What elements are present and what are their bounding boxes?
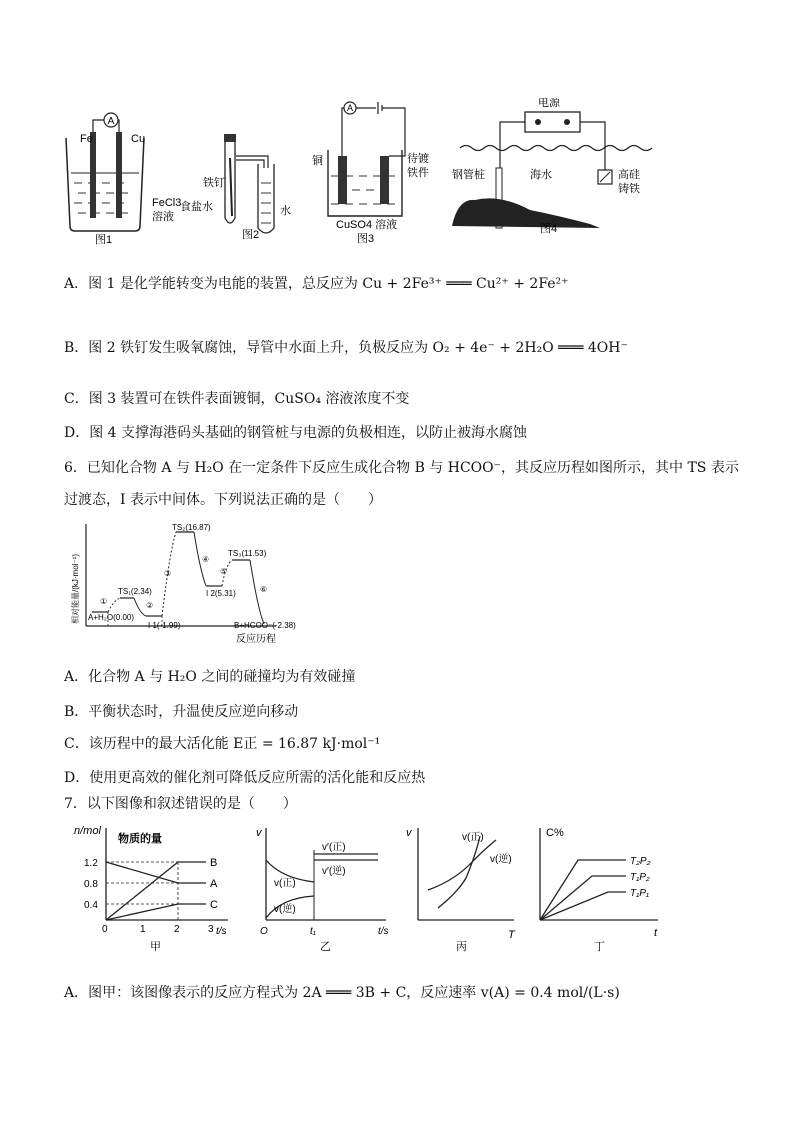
q6-option-a: A．化合物 A 与 H₂O 之间的碰撞均为有效碰撞 — [64, 669, 356, 685]
q5-option-b: B．图 2 铁钉发生吸氧腐蚀，导管中水面上升，负极反应为 O₂ + 4e⁻ + 2H₂O ═══ 4OH⁻ — [64, 340, 628, 356]
jia-xtick-0: 0 — [102, 924, 108, 935]
q6-end: B+HCOO⁻(-2.38) — [234, 621, 296, 630]
figure-4-harbor-pile — [452, 98, 652, 235]
q6-step4: ④ — [202, 555, 210, 564]
jia-ytick-3: 0.4 — [84, 900, 98, 911]
q6-stem-line1: 6．已知化合物 A 与 H₂O 在一定条件下反应生成化合物 B 与 HCOO⁻，其反应历程如图所示，其中 TS 表示 — [64, 460, 739, 476]
fig3-caption: 图3 — [357, 233, 375, 245]
yi-vrev-new: v′(逆) — [322, 866, 346, 877]
q6-energy-diagram — [66, 520, 326, 650]
jia-xtick-1: 1 — [140, 924, 146, 935]
q7-option-a: A．图甲：该图像表示的反应方程式为 2A ═══ 3B + C，反应速率 v(A) = 0.4 mol/(L·s) — [64, 985, 620, 1001]
bing-caption: 丙 — [456, 941, 467, 953]
q6-step6: ⑥ — [260, 585, 268, 594]
jia-ytick-1: 1.2 — [84, 858, 98, 869]
fig1-caption: 图1 — [95, 234, 113, 246]
fig4-alloy-2: 铸铁 — [618, 183, 640, 195]
q6-ylabel: 相对能量/(kJ·mol⁻¹) — [71, 554, 80, 624]
yi-t1: t₁ — [310, 926, 316, 937]
q5-option-d: D．图 4 支撑海港码头基础的钢管桩与电源的负极相连，以防止被海水腐蚀 — [64, 425, 528, 441]
jia-xlabel: t/s — [216, 926, 227, 937]
jia-ylabel: n/mol — [74, 825, 101, 837]
ding-xlabel: t — [654, 927, 658, 939]
fig2-water: 水 — [280, 205, 291, 217]
q6-ts1: TS₁(2.34) — [118, 587, 152, 596]
figure-2-oxygen-corrosion — [180, 134, 291, 241]
jia-caption: 甲 — [150, 941, 161, 953]
figure-1-galvanic-cell — [66, 113, 181, 246]
q6-step3: ③ — [164, 569, 172, 578]
q7-graph-ding — [540, 827, 658, 953]
jia-xtick-2: 2 — [174, 924, 180, 935]
jia-series-b: B — [210, 857, 218, 869]
fig4-caption: 图4 — [540, 223, 558, 235]
q6-option-b: B．平衡状态时，升温使反应逆向移动 — [64, 704, 299, 720]
q6-xlabel: 反应历程 — [236, 634, 276, 645]
q6-option-c: C．该历程中的最大活化能 E正 = 16.87 kJ·mol⁻¹ — [64, 736, 381, 752]
q7-graph-yi — [256, 827, 389, 953]
q6-i1: I 1(-1.99) — [148, 621, 181, 630]
q7-stem: 7．以下图像和叙述错误的是（ ） — [64, 796, 297, 812]
fig1-solution-1: FeCl3 — [152, 197, 182, 209]
bing-vfwd: v(正) — [462, 832, 484, 843]
q6-step1: ① — [100, 597, 108, 606]
ding-ylabel: C% — [546, 827, 564, 839]
ding-caption: 丁 — [594, 941, 605, 953]
yi-xlabel: t/s — [378, 926, 389, 937]
fig2-caption: 图2 — [242, 229, 260, 241]
jia-series-a: A — [210, 878, 218, 890]
q5-option-c: C．图 3 装置可在铁件表面镀铜，CuSO₄ 溶液浓度不变 — [64, 391, 410, 407]
figure-row-top — [60, 98, 660, 248]
bing-vrev: v(逆) — [490, 854, 512, 865]
fig3-solution: CuSO4 溶液 — [336, 219, 398, 231]
fig3-part-2: 铁件 — [407, 167, 429, 179]
bing-ylabel: v — [406, 827, 412, 839]
q6-ts2: TS₂(16.87) — [172, 523, 211, 532]
q5-option-a: A．图 1 是化学能转变为电能的装置，总反应为 Cu + 2Fe³⁺ ═══ Cu²⁺ + 2Fe²⁺ — [64, 276, 569, 292]
fig3-meter: A — [346, 103, 354, 113]
q7-graphs — [66, 820, 706, 960]
ding-series-1: T₂P₂ — [630, 856, 651, 867]
q6-start: A+H₂O(0.00) — [88, 613, 135, 622]
fig1-meter: A — [107, 116, 115, 127]
yi-ylabel: v — [256, 827, 262, 839]
q6-stem-line2: 过渡态，I 表示中间体。下列说法正确的是（ ） — [64, 492, 382, 508]
fig2-nail: 铁钉 — [203, 177, 225, 189]
yi-caption: 乙 — [320, 941, 331, 953]
fig3-copper: 铜 — [312, 155, 323, 167]
q6-step2: ② — [146, 601, 154, 610]
fig1-left-label: Fe — [80, 133, 93, 145]
figure-3-electroplating — [312, 102, 429, 245]
fig4-alloy-1: 高硅 — [618, 169, 640, 181]
yi-vfwd: v(正) — [274, 878, 296, 889]
fig4-pile: 钢管桩 — [452, 169, 485, 181]
q6-i2: I 2(5.31) — [206, 589, 236, 598]
q6-ts3: TS₃(11.53) — [228, 549, 267, 558]
ding-series-3: T₁P₁ — [630, 888, 650, 899]
ding-series-2: T₁P₂ — [630, 872, 650, 883]
yi-vfwd-new: v′(正) — [322, 842, 346, 853]
q7-graph-bing — [406, 827, 516, 953]
q7-graph-jia — [74, 825, 228, 953]
yi-vrev: v(逆) — [274, 904, 296, 915]
jia-series-c: C — [210, 899, 218, 911]
fig4-power: 电源 — [538, 98, 560, 109]
fig4-sea: 海水 — [530, 169, 552, 181]
bing-xlabel: T — [508, 929, 515, 941]
q6-option-d: D．使用更高效的催化剂可降低反应所需的活化能和反应热 — [64, 770, 426, 786]
fig2-brine: 食盐水 — [180, 201, 213, 213]
fig1-right-label: Cu — [131, 133, 146, 145]
yi-origin: O — [260, 926, 268, 937]
jia-ytick-2: 0.8 — [84, 879, 98, 890]
jia-xtick-3: 3 — [208, 924, 214, 935]
fig3-part-1: 待镀 — [407, 153, 429, 165]
fig1-solution-2: 溶液 — [152, 211, 174, 223]
q6-step5: ⑤ — [220, 567, 228, 576]
jia-title: 物质的量 — [118, 833, 162, 845]
